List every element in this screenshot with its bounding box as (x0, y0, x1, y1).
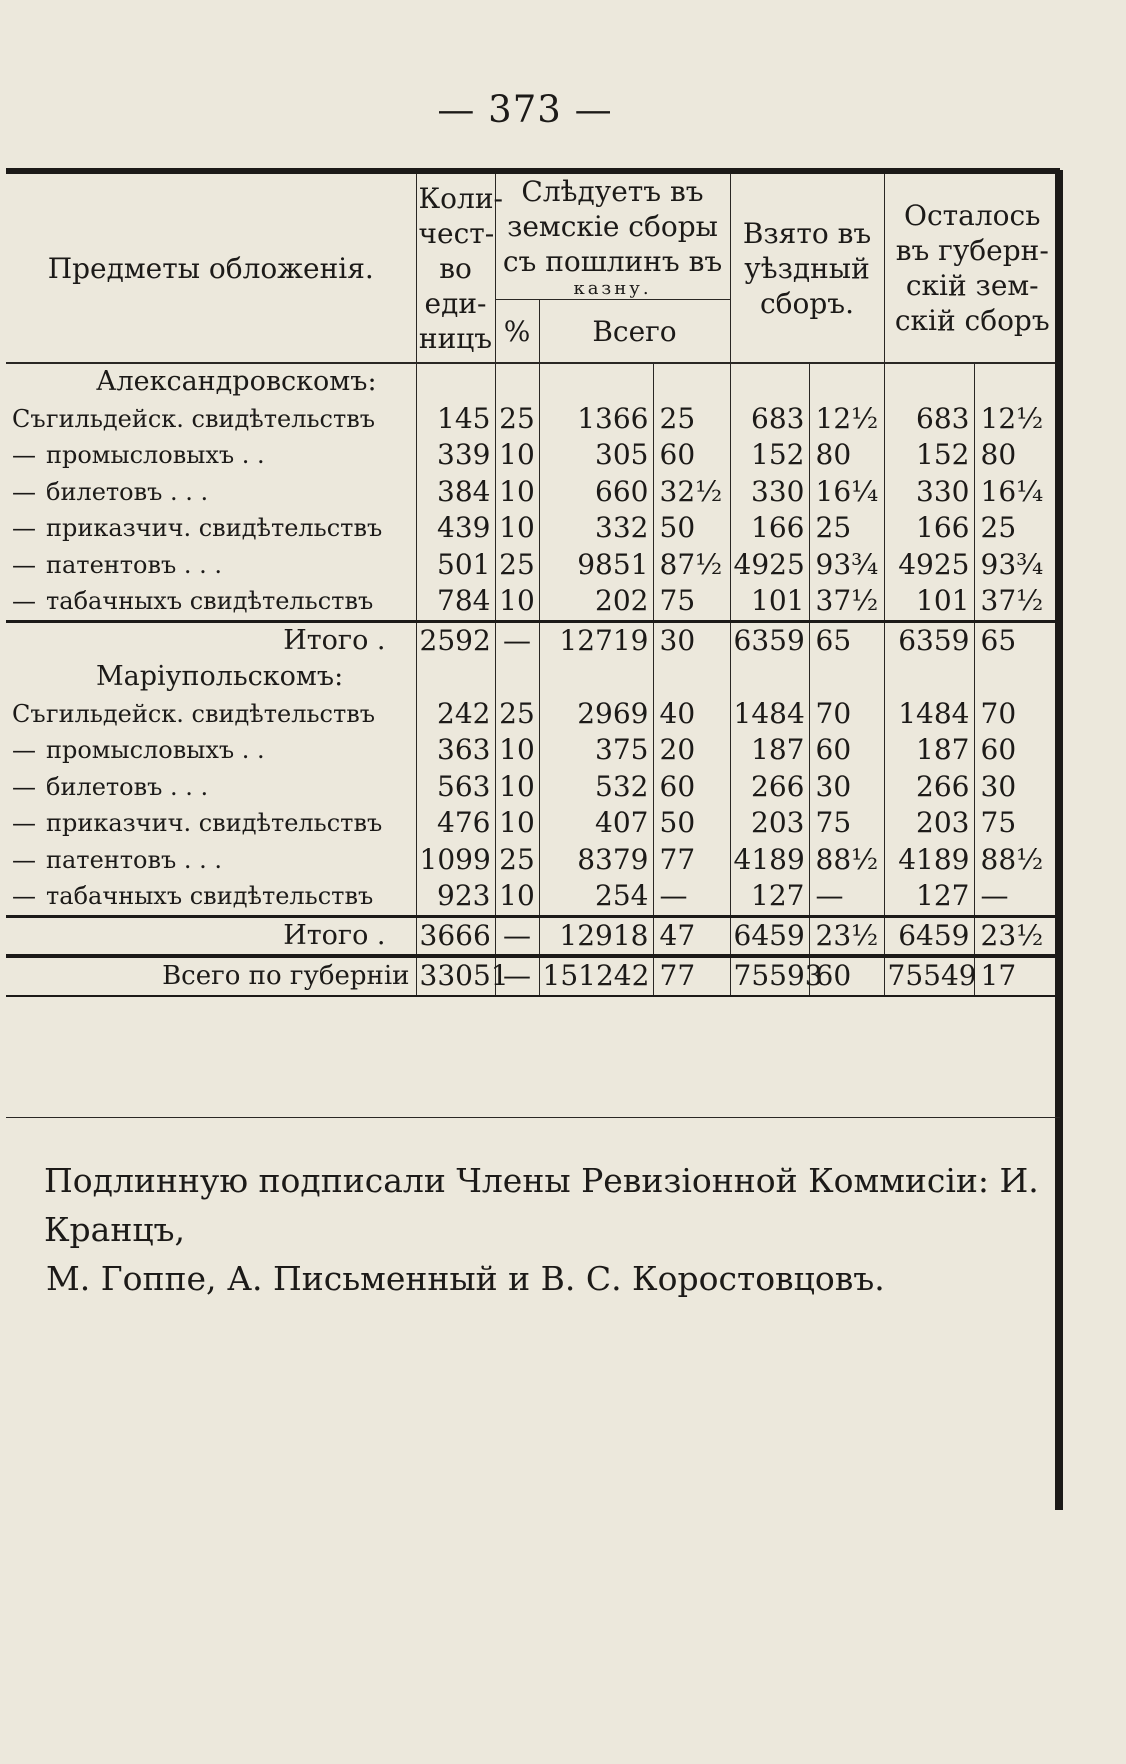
header-pct: % (495, 300, 539, 364)
row-dash: — (12, 587, 36, 616)
district-rubles-cell: 4189 (730, 842, 809, 879)
provincial-rubles-cell: 683 (884, 401, 974, 438)
pct-cell: 10 (495, 437, 539, 474)
provincial-kopecks-cell: 70 (974, 696, 1060, 733)
row-label (6, 510, 416, 547)
due-rubles-cell: 332 (539, 510, 653, 547)
pct-cell: 10 (495, 805, 539, 842)
district-kopecks-cell: 30 (809, 769, 884, 806)
tax-table (6, 168, 1060, 997)
row-label (6, 732, 416, 769)
due-rubles-cell: 12918 (539, 916, 653, 956)
row-dash: — (12, 845, 36, 874)
district-rubles-cell: 187 (730, 732, 809, 769)
group-name: Маріупольскомъ: (96, 661, 344, 693)
provincial-kopecks-cell: 80 (974, 437, 1060, 474)
district-rubles-cell: 75593 (730, 956, 809, 996)
district-rubles-cell: 203 (730, 805, 809, 842)
provincial-rubles-cell: 75549 (884, 956, 974, 996)
row-dash: — (12, 736, 36, 765)
due-rubles-cell: 407 (539, 805, 653, 842)
provincial-rubles-cell: 166 (884, 510, 974, 547)
pct-cell: 25 (495, 547, 539, 584)
empty-cell (495, 363, 539, 401)
due-kopecks-cell: 40 (653, 696, 730, 733)
table-row (6, 696, 1060, 733)
due-rubles-cell: 254 (539, 878, 653, 916)
row-label (6, 696, 416, 733)
provincial-kopecks-cell: — (974, 878, 1060, 916)
row-label (6, 842, 416, 879)
district-rubles-cell: 166 (730, 510, 809, 547)
pct-cell: 10 (495, 732, 539, 769)
count-cell: 439 (416, 510, 495, 547)
row-label-text: табачныхъ свидѣтельствъ (46, 882, 374, 911)
table-row (6, 510, 1060, 547)
empty-cell (974, 659, 1060, 696)
table-body (6, 363, 1060, 996)
district-rubles-cell: 330 (730, 474, 809, 511)
row-label-text: билетовъ . . . (46, 477, 209, 506)
pct-cell: — (495, 916, 539, 956)
provincial-rubles-cell: 1484 (884, 696, 974, 733)
pct-cell: 25 (495, 696, 539, 733)
count-cell: 339 (416, 437, 495, 474)
empty-cell (539, 659, 653, 696)
due-kopecks-cell: 30 (653, 621, 730, 659)
district-rubles-cell: 683 (730, 401, 809, 438)
district-rubles-cell: 1484 (730, 696, 809, 733)
count-cell: 2592 (416, 621, 495, 659)
district-rubles-cell: 266 (730, 769, 809, 806)
due-kopecks-cell: 50 (653, 805, 730, 842)
tax-table-wrapper (6, 168, 1060, 997)
table-row (6, 474, 1060, 511)
district-kopecks-cell: 60 (809, 956, 884, 996)
count-cell: 784 (416, 583, 495, 621)
provincial-rubles-cell: 127 (884, 878, 974, 916)
provincial-rubles-cell: 6359 (884, 621, 974, 659)
provincial-kopecks-cell: 93¾ (974, 547, 1060, 584)
table-bottom-rule (6, 1117, 1060, 1118)
provincial-rubles-cell: 6459 (884, 916, 974, 956)
due-rubles-cell: 1366 (539, 401, 653, 438)
row-label (6, 878, 416, 916)
header-due (495, 171, 730, 279)
table-row (6, 878, 1060, 916)
empty-cell (730, 659, 809, 696)
row-label-text: гильдейск. свидѣтельствъ (46, 404, 376, 433)
district-kopecks-cell: 88½ (809, 842, 884, 879)
empty-cell (974, 363, 1060, 401)
row-label (6, 474, 416, 511)
due-rubles-cell: 2969 (539, 696, 653, 733)
pct-cell: 10 (495, 769, 539, 806)
row-label (6, 547, 416, 584)
row-label (6, 805, 416, 842)
count-cell: 923 (416, 878, 495, 916)
provincial-kopecks-cell: 30 (974, 769, 1060, 806)
table-row (6, 437, 1060, 474)
header-count: Количество единицъ (416, 171, 495, 363)
row-dash: Съ (12, 404, 46, 433)
header-items: Предметы обложенія. (6, 171, 416, 363)
district-kopecks-cell: 25 (809, 510, 884, 547)
count-cell: 33051 (416, 956, 495, 996)
row-dash: — (12, 809, 36, 838)
row-dash: — (12, 882, 36, 911)
count-cell: 1099 (416, 842, 495, 879)
table-row (6, 583, 1060, 621)
due-kopecks-cell: 60 (653, 769, 730, 806)
due-rubles-cell: 375 (539, 732, 653, 769)
due-kopecks-cell: 25 (653, 401, 730, 438)
due-kopecks-cell: 87½ (653, 547, 730, 584)
due-kopecks-cell: 60 (653, 437, 730, 474)
table-row (6, 769, 1060, 806)
row-label-text: промысловыхъ . . (46, 441, 265, 470)
empty-cell (495, 659, 539, 696)
subtotal-label: Итого . (6, 916, 416, 956)
signature-line-2: М. Гоппе, А. Письменный и В. С. Коростовцовъ. (46, 1259, 885, 1298)
empty-cell (653, 363, 730, 401)
empty-cell (730, 363, 809, 401)
due-kopecks-cell: — (653, 878, 730, 916)
due-kopecks-cell: 77 (653, 956, 730, 996)
pct-cell: 10 (495, 510, 539, 547)
pct-cell: 10 (495, 583, 539, 621)
district-kopecks-cell: 75 (809, 805, 884, 842)
district-kopecks-cell: 23½ (809, 916, 884, 956)
count-cell: 384 (416, 474, 495, 511)
row-dash: — (12, 550, 36, 579)
row-dash: — (12, 477, 36, 506)
due-rubles-cell: 12719 (539, 621, 653, 659)
pct-cell: — (495, 621, 539, 659)
district-kopecks-cell: 60 (809, 732, 884, 769)
table-row (6, 401, 1060, 438)
row-dash: — (12, 441, 36, 470)
table-header (6, 171, 1060, 363)
table-row (6, 805, 1060, 842)
district-rubles-cell: 6459 (730, 916, 809, 956)
row-label (6, 769, 416, 806)
district-kopecks-cell: 37½ (809, 583, 884, 621)
due-rubles-cell: 532 (539, 769, 653, 806)
row-dash: Съ (12, 699, 46, 728)
subtotal-row (6, 621, 1060, 659)
header-district: Взято въ уѣздный сборъ. (730, 171, 884, 363)
row-label-text: патентовъ . . . (46, 550, 223, 579)
empty-cell (809, 363, 884, 401)
provincial-rubles-cell: 4189 (884, 842, 974, 879)
due-rubles-cell: 202 (539, 583, 653, 621)
row-label-text: приказчич. свидѣтельствъ (46, 514, 383, 543)
count-cell: 501 (416, 547, 495, 584)
provincial-rubles-cell: 266 (884, 769, 974, 806)
district-kopecks-cell: — (809, 878, 884, 916)
row-dash: — (12, 514, 36, 543)
table-row (6, 547, 1060, 584)
district-kopecks-cell: 12½ (809, 401, 884, 438)
header-provincial: Осталось въ губернскій земскій сборъ (884, 171, 1060, 363)
provincial-kopecks-cell: 23½ (974, 916, 1060, 956)
due-kopecks-cell: 47 (653, 916, 730, 956)
provincial-rubles-cell: 330 (884, 474, 974, 511)
empty-cell (653, 659, 730, 696)
grand-total-label: Всего по губерніи (6, 956, 416, 996)
count-cell: 563 (416, 769, 495, 806)
row-label-text: патентовъ . . . (46, 845, 223, 874)
group-heading-row (6, 363, 1060, 401)
due-kopecks-cell: 20 (653, 732, 730, 769)
due-rubles-cell: 8379 (539, 842, 653, 879)
due-kopecks-cell: 50 (653, 510, 730, 547)
due-kopecks-cell: 75 (653, 583, 730, 621)
pct-cell: 10 (495, 474, 539, 511)
group-name: Александровскомъ: (96, 366, 377, 398)
district-kopecks-cell: 93¾ (809, 547, 884, 584)
due-rubles-cell: 151242 (539, 956, 653, 996)
header-total: Всего (539, 300, 730, 364)
empty-cell (416, 659, 495, 696)
count-cell: 242 (416, 696, 495, 733)
group-heading-row (6, 659, 1060, 696)
district-kopecks-cell: 70 (809, 696, 884, 733)
subtotal-label: Итого . (6, 621, 416, 659)
provincial-kopecks-cell: 60 (974, 732, 1060, 769)
due-kopecks-cell: 32½ (653, 474, 730, 511)
pct-cell: 25 (495, 842, 539, 879)
district-rubles-cell: 127 (730, 878, 809, 916)
due-kopecks-cell: 77 (653, 842, 730, 879)
district-kopecks-cell: 16¼ (809, 474, 884, 511)
empty-cell (416, 363, 495, 401)
row-label (6, 583, 416, 621)
empty-cell (809, 659, 884, 696)
row-label (6, 401, 416, 438)
due-rubles-cell: 660 (539, 474, 653, 511)
count-cell: 3666 (416, 916, 495, 956)
provincial-rubles-cell: 4925 (884, 547, 974, 584)
table-row (6, 842, 1060, 879)
signature-block (44, 1156, 1074, 1303)
row-label (6, 437, 416, 474)
provincial-kopecks-cell: 25 (974, 510, 1060, 547)
district-rubles-cell: 101 (730, 583, 809, 621)
provincial-rubles-cell: 203 (884, 805, 974, 842)
row-label-text: билетовъ . . . (46, 772, 209, 801)
pct-cell: — (495, 956, 539, 996)
due-rubles-cell: 305 (539, 437, 653, 474)
row-label-text: приказчич. свидѣтельствъ (46, 809, 383, 838)
grand-total-row (6, 956, 1060, 996)
pct-cell: 25 (495, 401, 539, 438)
row-label-text: промысловыхъ . . (46, 736, 265, 765)
provincial-kopecks-cell: 17 (974, 956, 1060, 996)
district-rubles-cell: 4925 (730, 547, 809, 584)
provincial-kopecks-cell: 88½ (974, 842, 1060, 879)
table-row (6, 732, 1060, 769)
page-number: — 373 — (437, 88, 613, 131)
count-cell: 363 (416, 732, 495, 769)
signature-line-1: Подлинную подписали Члены Ревизіонной Коммисіи: И. Кранцъ, (44, 1161, 1039, 1249)
header-due-kazny: казну. (495, 279, 730, 300)
district-kopecks-cell: 65 (809, 621, 884, 659)
due-rubles-cell: 9851 (539, 547, 653, 584)
district-kopecks-cell: 80 (809, 437, 884, 474)
empty-cell (539, 363, 653, 401)
empty-cell (884, 659, 974, 696)
pct-cell: 10 (495, 878, 539, 916)
district-rubles-cell: 152 (730, 437, 809, 474)
row-label-text: гильдейск. свидѣтельствъ (46, 699, 376, 728)
row-label-text: табачныхъ свидѣтельствъ (46, 587, 374, 616)
provincial-kopecks-cell: 65 (974, 621, 1060, 659)
provincial-kopecks-cell: 12½ (974, 401, 1060, 438)
count-cell: 476 (416, 805, 495, 842)
subtotal-row (6, 916, 1060, 956)
provincial-kopecks-cell: 37½ (974, 583, 1060, 621)
provincial-rubles-cell: 187 (884, 732, 974, 769)
right-border-rule (1055, 170, 1063, 1510)
empty-cell (884, 363, 974, 401)
header-due-text: Слѣдуетъ въ земскіе сборы съ пошлинъ въ (502, 175, 723, 278)
provincial-rubles-cell: 101 (884, 583, 974, 621)
provincial-rubles-cell: 152 (884, 437, 974, 474)
provincial-kopecks-cell: 16¼ (974, 474, 1060, 511)
row-dash: — (12, 772, 36, 801)
provincial-kopecks-cell: 75 (974, 805, 1060, 842)
district-rubles-cell: 6359 (730, 621, 809, 659)
count-cell: 145 (416, 401, 495, 438)
